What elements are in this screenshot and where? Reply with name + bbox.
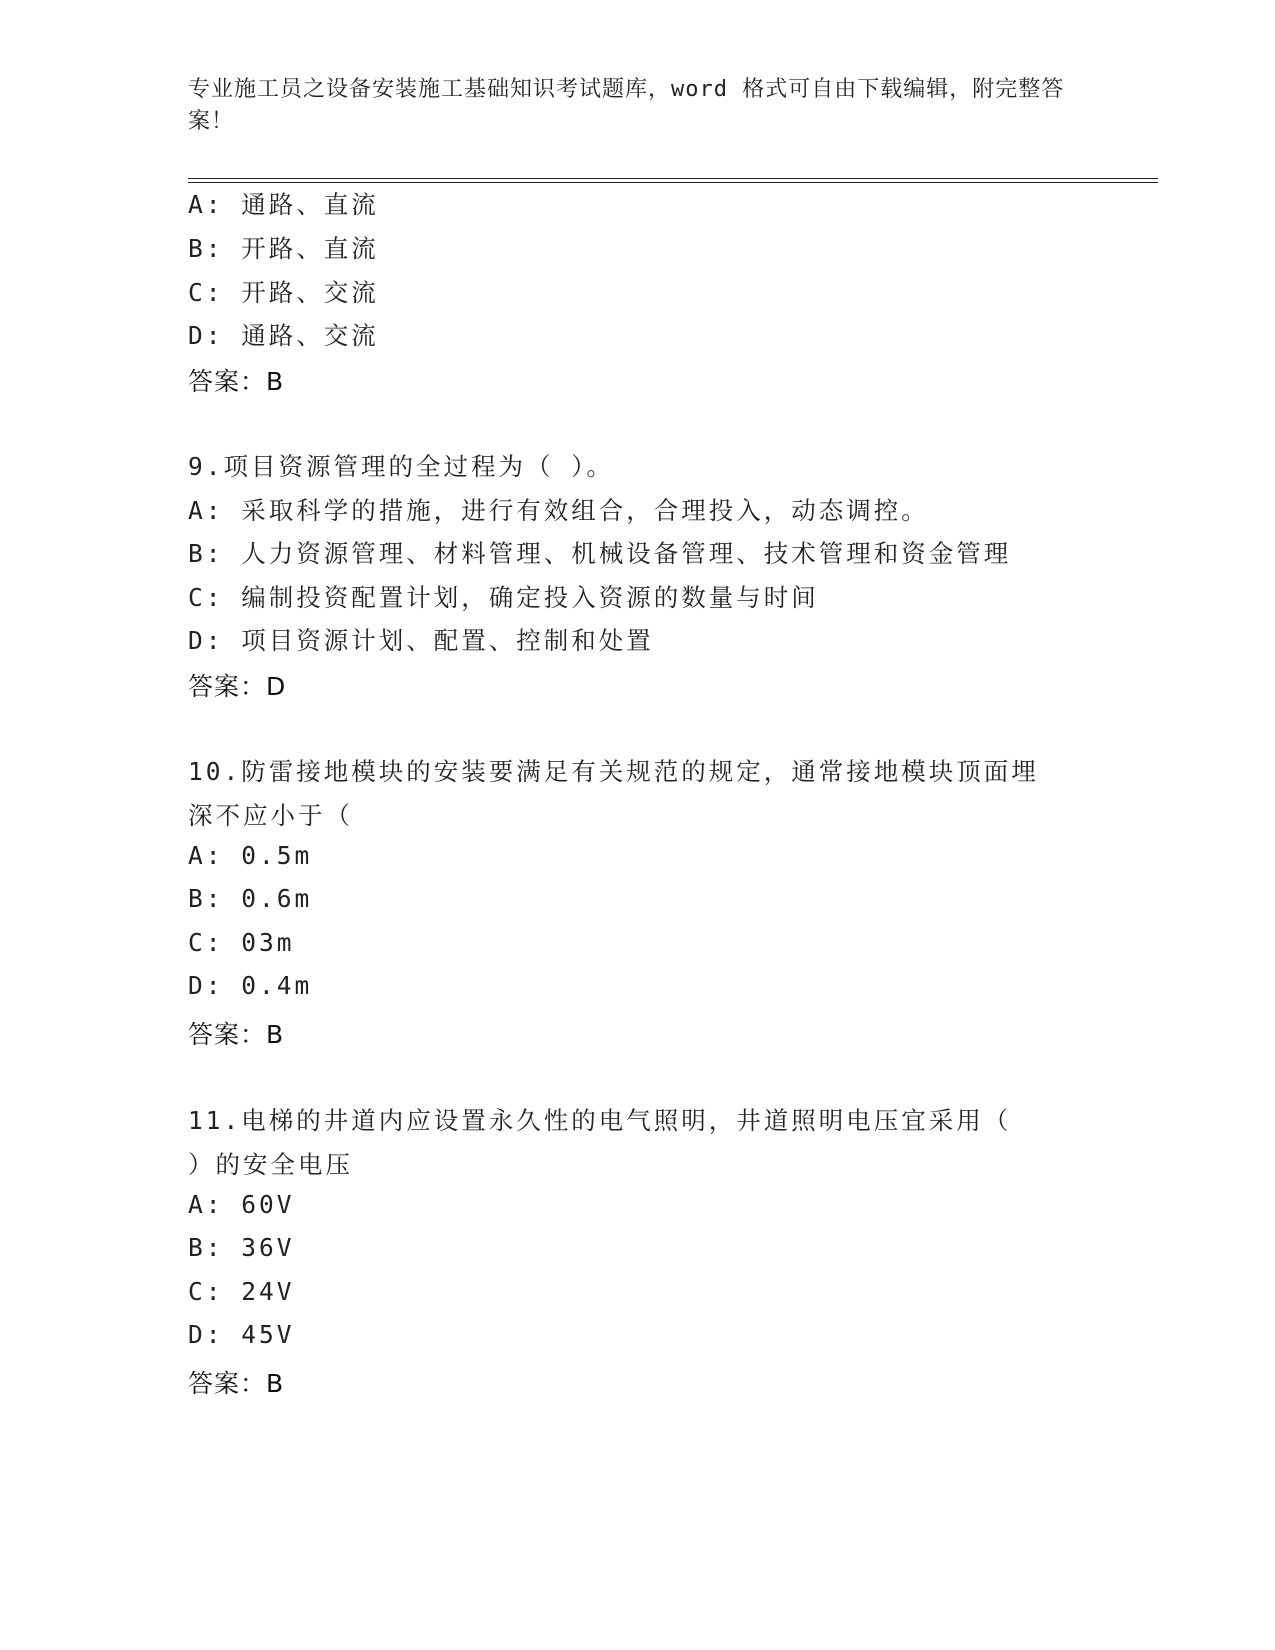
q10-option-d: D: 0.4m [188,971,313,1000]
q11-option-b: B: 36V [188,1233,295,1262]
document-header: 专业施工员之设备安装施工基础知识考试题库，word 格式可自由下载编辑，附完整答案！ [188,77,1065,134]
q10-option-c: C: 03m [188,928,295,957]
q8-option-b: B: 开路、直流 [188,234,379,263]
q9-option-b: B: 人力资源管理、材料管理、机械设备管理、技术管理和资金管理 [188,539,1012,568]
q9-option-d: D: 项目资源计划、配置、控制和处置 [188,626,654,655]
q10-stem-line1: 10.防雷接地模块的安装要满足有关规范的规定，通常接地模块顶面埋 [188,757,1039,786]
q9-option-a: A: 采取科学的措施，进行有效组合，合理投入，动态调控。 [188,496,929,525]
q10-answer: 答案：B [188,1020,285,1049]
q8-option-a: A: 通路、直流 [188,190,379,219]
q8-option-c: C: 开路、交流 [188,278,379,307]
q8-option-d: D: 通路、交流 [188,321,379,350]
q10-stem-line2: 深不应小于（ [188,801,353,830]
q9-answer: 答案：D [188,672,287,701]
q11-stem-line1: 11.电梯的井道内应设置永久性的电气照明，井道照明电压宜采用（ [188,1106,1012,1135]
q11-option-c: C: 24V [188,1277,295,1306]
q11-stem-line2: ）的安全电压 [188,1150,353,1179]
q11-option-a: A: 60V [188,1190,295,1219]
q9-option-c: C: 编制投资配置计划，确定投入资源的数量与时间 [188,583,819,612]
q11-answer: 答案：B [188,1369,285,1398]
q9-stem: 9.项目资源管理的全过程为（ ）。 [188,452,614,481]
q10-option-b: B: 0.6m [188,884,313,913]
document-page [188,0,1158,1650]
q10-option-a: A: 0.5m [188,841,313,870]
q11-option-d: D: 45V [188,1320,295,1349]
header-divider [188,178,1158,183]
q8-answer: 答案：B [188,367,285,396]
